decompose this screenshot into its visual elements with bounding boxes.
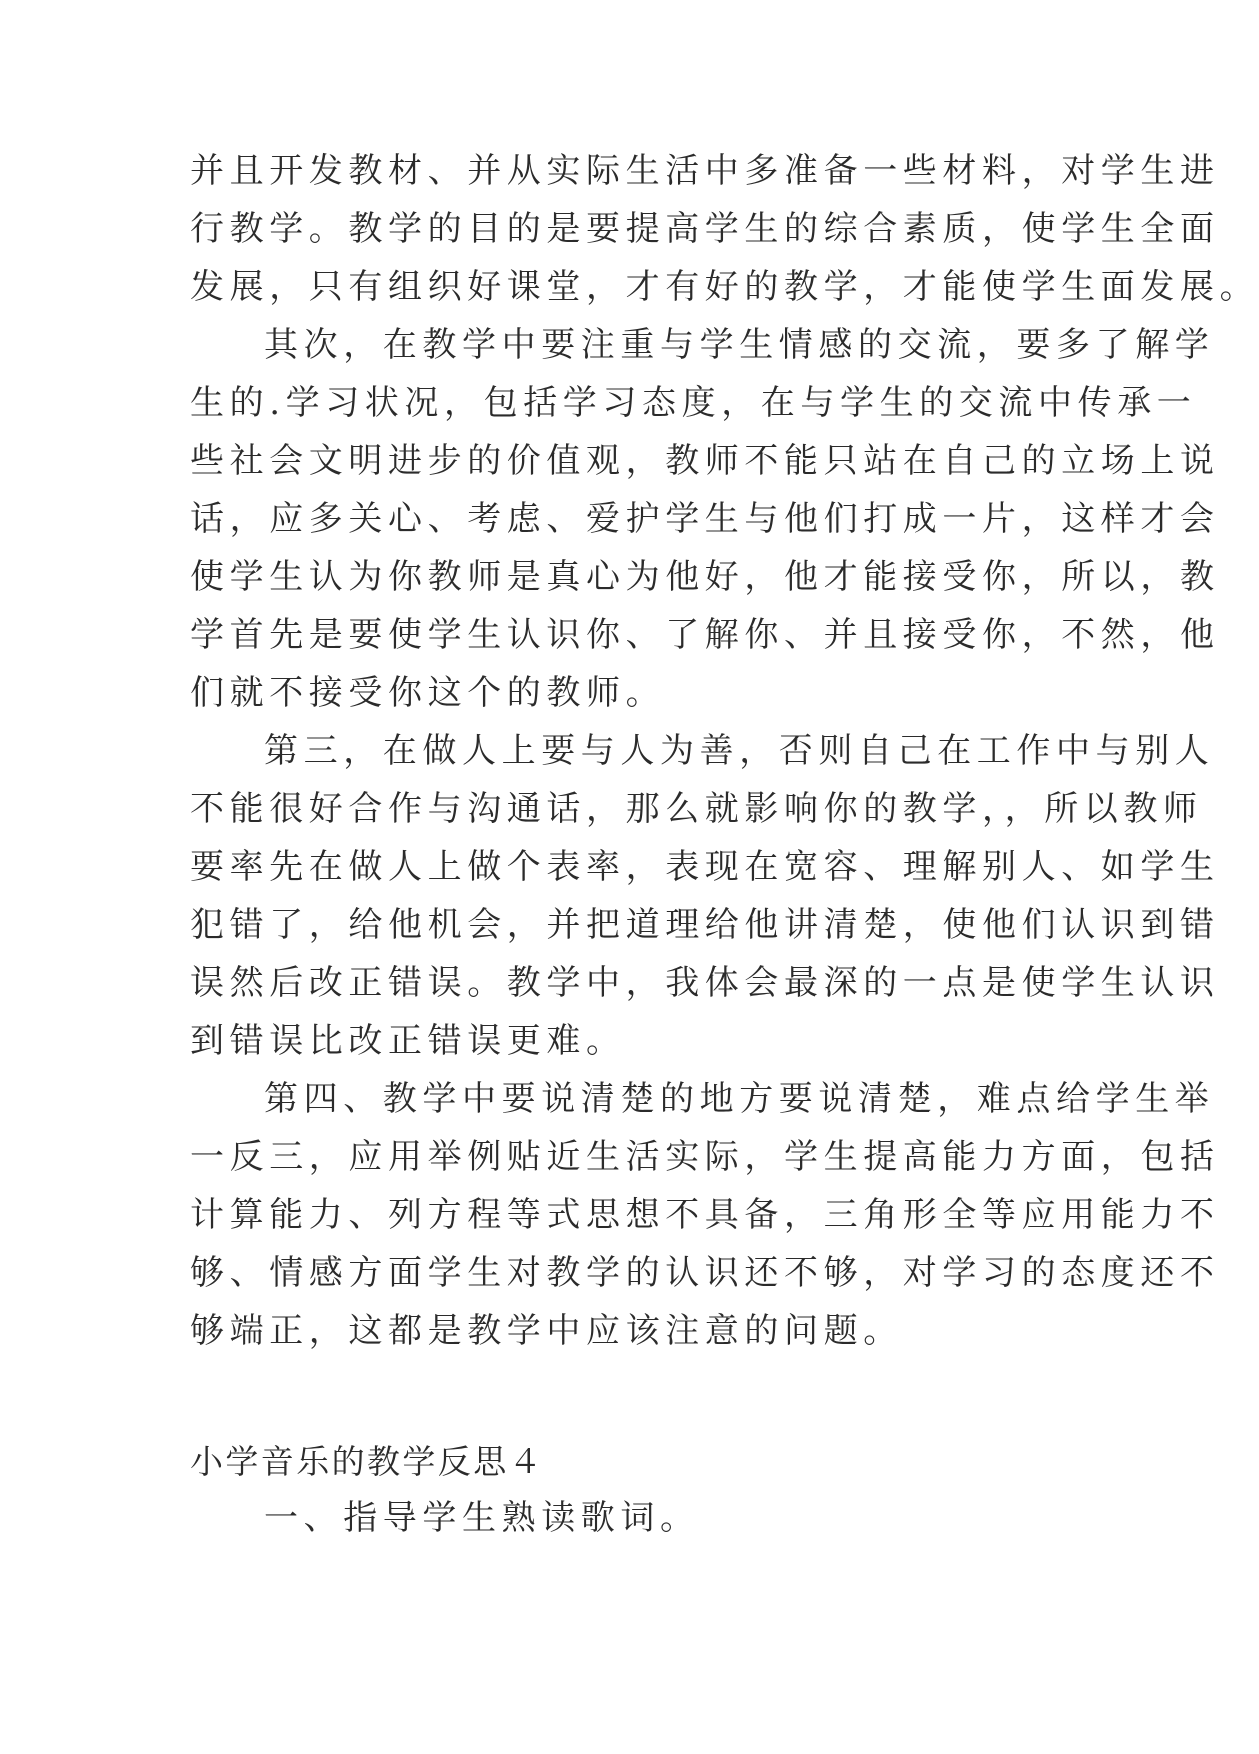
text-line: 第三，在做人上要与人为善，否则自己在工作中与别人 xyxy=(264,731,1215,771)
text-line: 行教学。教学的目的是要提高学生的综合素质，使学生全面 xyxy=(190,209,1220,249)
text-line: 够端正，这都是教学中应该注意的问题。 xyxy=(190,1311,903,1351)
text-line: 们就不接受你这个的教师。 xyxy=(190,673,666,713)
text-line: 要率先在做人上做个表率，表现在宽容、理解别人、如学生 xyxy=(190,847,1220,887)
text-line: 使学生认为你教师是真心为他好，他才能接受你，所以，教 xyxy=(190,557,1220,597)
text-line: 犯错了，给他机会，并把道理给他讲清楚，使他们认识到错 xyxy=(190,905,1220,945)
paragraph-3 xyxy=(190,722,1220,1070)
text-line: 学首先是要使学生认识你、了解你、并且接受你，不然，他 xyxy=(190,615,1220,655)
text-line: 并且开发教材、并从实际生活中多准备一些材料，对学生进 xyxy=(190,151,1220,191)
text-line: 第四、教学中要说清楚的地方要说清楚，难点给学生举 xyxy=(264,1079,1215,1119)
text-line: 到错误比改正错误更难。 xyxy=(190,1021,626,1061)
paragraph-2 xyxy=(190,316,1220,722)
text-line: 话，应多关心、考虑、爱护学生与他们打成一片，这样才会 xyxy=(190,499,1220,539)
text-line: 不能很好合作与沟通话，那么就影响你的教学，，所以教师 xyxy=(190,789,1203,829)
paragraph-4 xyxy=(190,1070,1220,1360)
text-line: 计算能力、列方程等式思想不具备，三角形全等应用能力不 xyxy=(190,1195,1220,1235)
paragraph-1 xyxy=(190,142,1259,316)
text-line: 误然后改正错误。教学中，我体会最深的一点是使学生认识 xyxy=(190,963,1220,1003)
text-line: 其次，在教学中要注重与学生情感的交流，要多了解学 xyxy=(264,325,1215,365)
text-line: 生的.学习状况，包括学习态度，在与学生的交流中传承一 xyxy=(190,383,1197,423)
text-line: 发展，只有组织好课堂，才有好的教学，才能使学生面发展。 xyxy=(190,267,1259,307)
body-text xyxy=(190,142,1259,1360)
text-line: 些社会文明进步的价值观，教师不能只站在自己的立场上说 xyxy=(190,441,1220,481)
text-line: 够、情感方面学生对教学的认识还不够，对学习的态度还不 xyxy=(190,1253,1220,1293)
section-heading: 小学音乐的教学反思４ xyxy=(190,1442,544,1481)
section-subheading: 一、指导学生熟读歌词。 xyxy=(264,1498,700,1538)
text-line: 一反三，应用举例贴近生活实际，学生提高能力方面，包括 xyxy=(190,1137,1220,1177)
